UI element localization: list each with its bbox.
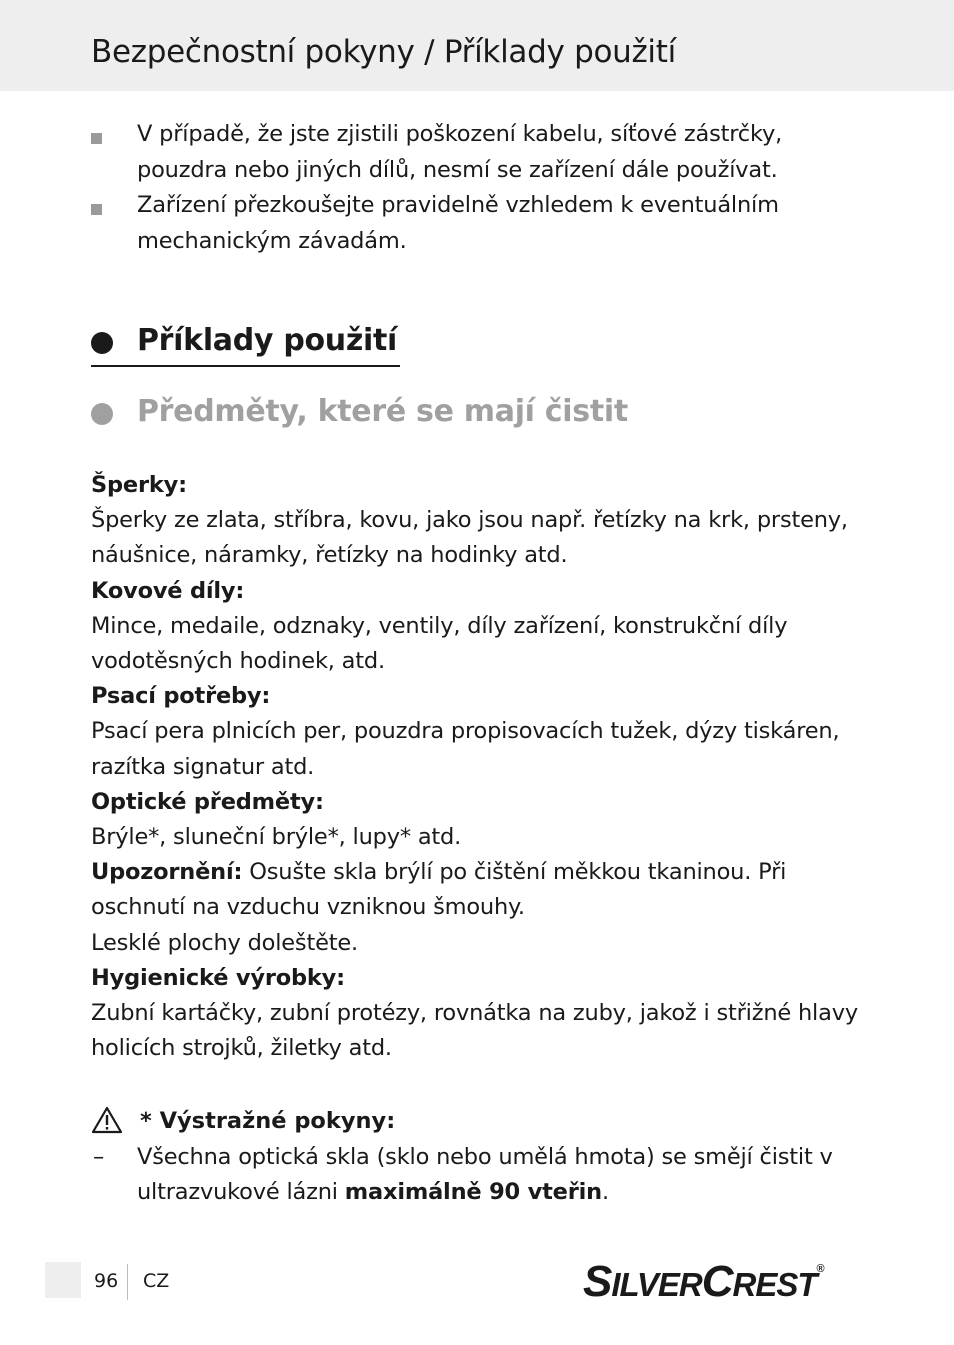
category-label: Šperky: [91,472,187,498]
footer-divider [127,1264,128,1300]
bullet-text: V případě, že jste zjistili poškození kabelu, síťové zástrčky, pouzdra nebo jiných dílů, nesmí se zařízení dále používat. [137,121,783,183]
warning-block [91,1104,881,1211]
warning-emphasis: maximálně 90 vteřin [344,1179,602,1205]
category-label: Hygienické výrobky: [91,964,345,991]
category-label: Optické předměty: [91,788,324,815]
notice-extra-text: Lesklé plochy doleštěte. [91,929,358,956]
category-text: Mince, medaile, odznaky, ventily, díly zařízení, konstrukční díly vodotěsných hodinek, atd. [91,612,788,675]
objects-list [91,468,881,1066]
category-text: Brýle*, sluneční brýle*, lupy* atd. [91,824,462,851]
category-text: Psací pera plnicích per, pouzdra propisovacích tužek, dýzy tiskáren, razítka signatur atd. [91,718,840,780]
warning-heading [91,1104,881,1140]
warning-triangle-icon [91,1106,123,1134]
safety-bullet-list [91,117,871,259]
category-label: Kovové díly: [91,577,245,604]
warning-title: * Výstražné pokyny: [140,1108,396,1134]
page-title: Bezpečnostní pokyny / Příklady použití [91,34,676,70]
category-text: Šperky ze zlata, stříbra, kovu, jako jsou např. řetízky na krk, prsteny, náušnice, náramky, řetízky na hodinky atd. [91,507,848,569]
silvercrest-logo: SILVERCREST® [583,1257,824,1306]
notice-text: Osušte skla brýlí po čištění měkkou tkaninou. Při oschnutí na vzduchu vzniknou šmouhy. [91,859,787,921]
warning-item [91,1140,881,1211]
bullet-item [91,117,871,188]
circle-bullet-icon [91,332,113,354]
square-bullet-icon [91,133,102,144]
square-bullet-icon [91,204,102,215]
circle-bullet-icon [91,403,113,425]
bullet-item [91,188,871,259]
notice-label: Upozornění: [91,859,243,886]
section-heading-text: Předměty, které se mají čistit [137,394,628,429]
category-label: Psací potřeby: [91,683,271,710]
section-heading-text: Příklady použití [137,323,398,358]
category-text: Zubní kartáčky, zubní protézy, rovnátka na zuby, jakož i střižné hlavy holicích strojků, žiletky atd. [91,1000,858,1062]
page-number: 96 [94,1270,119,1292]
warning-text: Všechna optická skla (sklo nebo umělá hmota) se smějí čistit v ultrazvukové lázni [137,1143,833,1205]
warning-text-end: . [601,1179,609,1205]
notice-paragraph [91,855,881,925]
heading-underline [91,365,400,367]
dash-bullet: – [93,1143,105,1170]
language-code: CZ [143,1270,170,1292]
bullet-text: Zařízení přezkoušejte pravidelně vzhledem k eventuálním mechanickým závadám. [137,192,779,254]
footer-marker [45,1262,81,1298]
